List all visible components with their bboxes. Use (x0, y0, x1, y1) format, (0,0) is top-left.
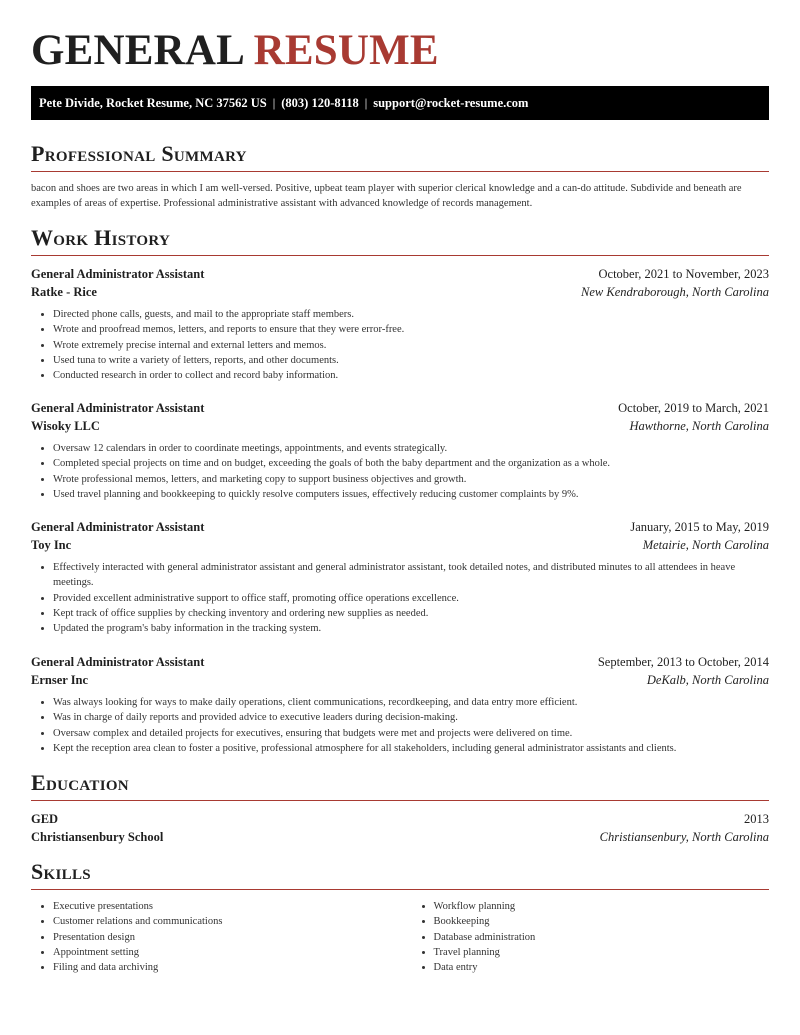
education-school-row (31, 828, 769, 846)
job-duty: • Wrote professional memos, letters, and marketing copy to support business objectives and growth. (53, 472, 769, 487)
title-first-word: GENERAL (31, 27, 243, 74)
skill-item: • Appointment setting (53, 945, 389, 960)
education-school: Christiansenbury School (31, 830, 164, 844)
job-company-row (31, 417, 769, 435)
job-company: Toy Inc (31, 538, 72, 552)
education-entry (31, 810, 769, 846)
job-duties-list (31, 441, 769, 502)
education-location: Christiansenbury, North Carolina (599, 830, 769, 844)
skill-item: • Executive presentations (53, 899, 389, 914)
job-dates: January, 2015 to May, 2019 (630, 520, 769, 534)
job-entry (31, 265, 769, 383)
job-duty: • Conducted research in order to collect and record baby information. (53, 368, 769, 383)
job-duty: • Used tuna to write a variety of letters, reports, and other documents. (53, 353, 769, 368)
job-title: General Administrator Assistant (31, 655, 205, 669)
contact-address: Pete Divide, Rocket Resume, NC 37562 US (39, 96, 267, 110)
contact-separator: | (272, 96, 276, 110)
education-degree: GED (31, 812, 59, 826)
work-history-heading: Work History (31, 225, 769, 256)
job-duty: • Used travel planning and bookkeeping to quickly resolve computers issues, effectively reducing customer complaints by 9%. (53, 487, 769, 502)
contact-separator: | (364, 96, 368, 110)
job-title-row (31, 653, 769, 671)
skill-item: • Bookkeeping (434, 914, 770, 929)
job-company: Ratke - Rice (31, 285, 97, 299)
skill-item: • Customer relations and communications (53, 914, 389, 929)
skills-column-2 (412, 899, 770, 975)
education-year: 2013 (744, 812, 769, 826)
job-title: General Administrator Assistant (31, 401, 205, 415)
education-degree-row (31, 810, 769, 828)
job-entry (31, 518, 769, 636)
job-title-row (31, 518, 769, 536)
job-duty: • Was in charge of daily reports and provided advice to executive leaders during decision-making. (53, 710, 769, 725)
job-dates: October, 2021 to November, 2023 (598, 267, 769, 281)
job-duty: • Was always looking for ways to make daily operations, client communications, recordkeeping, and data entry more efficient. (53, 695, 769, 710)
job-duty: • Directed phone calls, guests, and mail to the appropriate staff members. (53, 307, 769, 322)
job-title-row (31, 399, 769, 417)
job-duties-list (31, 695, 769, 756)
job-location: DeKalb, North Carolina (646, 673, 769, 687)
contact-phone[interactable]: (803) 120-8118 (281, 96, 359, 110)
skills-list (31, 899, 769, 975)
job-duties-list (31, 560, 769, 636)
resume-title (31, 26, 439, 76)
job-dates: September, 2013 to October, 2014 (597, 655, 769, 669)
skills-heading: Skills (31, 859, 769, 890)
job-duty: • Updated the program's baby information in the tracking system. (53, 621, 769, 636)
contact-bar (31, 86, 769, 120)
skill-item: • Database administration (434, 930, 770, 945)
contact-email[interactable]: support@rocket-resume.com (373, 96, 529, 110)
job-duties-list (31, 307, 769, 383)
job-title-row (31, 265, 769, 283)
job-duty: • Kept the reception area clean to foster a positive, professional atmosphere for all stakeholders, including general administrator assistants and clients. (53, 741, 769, 756)
job-location: New Kendraborough, North Carolina (581, 285, 769, 299)
skills-column-1 (31, 899, 389, 975)
job-company-row (31, 671, 769, 689)
job-dates: October, 2019 to March, 2021 (618, 401, 769, 415)
job-entry (31, 653, 769, 756)
skill-item: • Travel planning (434, 945, 770, 960)
job-duty: • Effectively interacted with general administrator assistant and general administrator assistant, took detailed notes, and distributed minutes to all attendees in heave meetings. (53, 560, 769, 591)
skill-item: • Filing and data archiving (53, 960, 389, 975)
job-duty: • Wrote and proofread memos, letters, and reports to ensure that they were error-free. (53, 322, 769, 337)
job-title: General Administrator Assistant (31, 520, 205, 534)
job-location: Metairie, North Carolina (642, 538, 769, 552)
job-duty: • Completed special projects on time and on budget, exceeding the goals of both the baby department and the organization as a whole. (53, 456, 769, 471)
skill-item: • Workflow planning (434, 899, 770, 914)
job-duty: • Oversaw complex and detailed projects for executives, ensuring that budgets were met and projects were delivered on time. (53, 726, 769, 741)
job-company: Ernser Inc (31, 673, 89, 687)
skill-item: • Data entry (434, 960, 770, 975)
education-heading: Education (31, 770, 769, 801)
job-company-row (31, 536, 769, 554)
job-title: General Administrator Assistant (31, 267, 205, 281)
skill-item: • Presentation design (53, 930, 389, 945)
job-company-row (31, 283, 769, 301)
job-company: Wisoky LLC (31, 419, 100, 433)
job-duty: • Wrote extremely precise internal and external letters and memos. (53, 338, 769, 353)
job-entry (31, 399, 769, 502)
job-duty: • Provided excellent administrative support to office staff, promoting office operations excellence. (53, 591, 769, 606)
job-duty: • Kept track of office supplies by checking inventory and ordering new supplies as needed. (53, 606, 769, 621)
job-duty: • Oversaw 12 calendars in order to coordinate meetings, appointments, and events strategically. (53, 441, 769, 456)
title-second-word: RESUME (253, 27, 439, 74)
job-location: Hawthorne, North Carolina (629, 419, 769, 433)
summary-text: bacon and shoes are two areas in which I am well-versed. Positive, upbeat team player with superior clerical knowledge and a can-do attitude. Subdivide and beneath are examples of areas of expertise. Professional administrative assistant with advanced knowledge of records management. (31, 183, 742, 209)
summary-heading: Professional Summary (31, 141, 769, 172)
